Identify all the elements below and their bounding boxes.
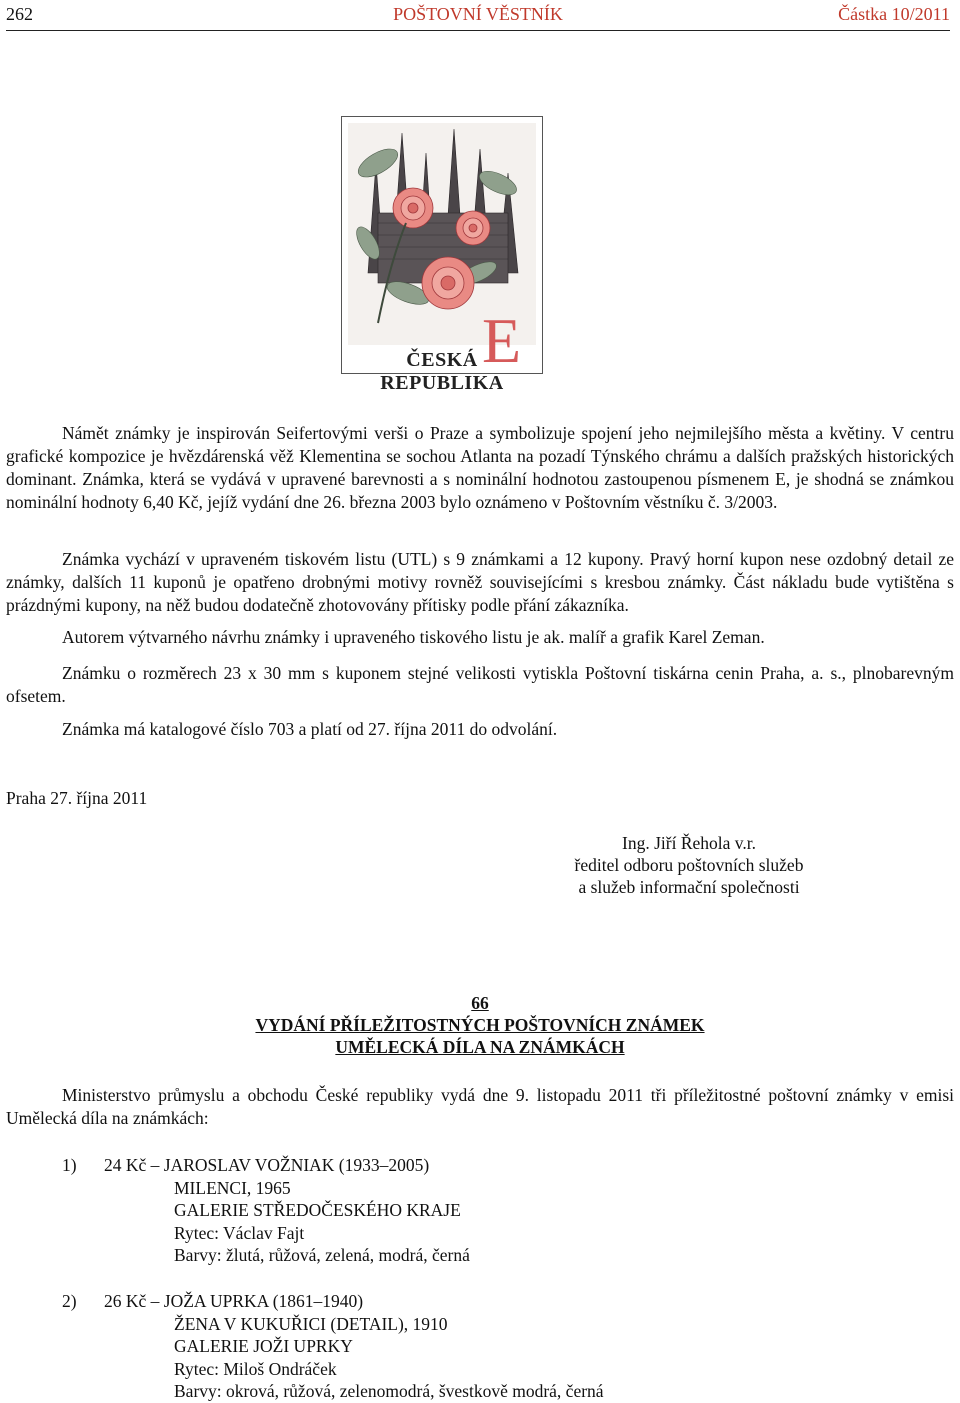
intro-paragraph [6, 1084, 954, 1130]
stamp-value-letter: E [482, 305, 522, 376]
item-engraver: Rytec: Václav Fajt [174, 1222, 305, 1243]
section-number: 66 [471, 993, 489, 1013]
paragraph-1 [6, 422, 954, 514]
paragraph-text: Autorem výtvarného návrhu známky i upraveného tiskového listu je ak. malíř a grafik Karel Zeman. [62, 627, 765, 647]
section-heading [0, 992, 960, 1058]
paragraph-5 [6, 718, 954, 741]
signatory-role-line2: a služeb informační společnosti [578, 877, 800, 897]
paragraph-text: Známku o rozměrech 23 x 30 mm s kuponem stejné velikosti vytiskla Poštovní tiskárna cenin Praha, a. s., plnobarevným ofsetem. [6, 663, 954, 706]
document-date: Praha 27. října 2011 [6, 788, 148, 808]
signatory-role-line1: ředitel odboru poštovních služeb [574, 855, 804, 875]
item-gallery: GALERIE STŘEDOČESKÉHO KRAJE [174, 1200, 461, 1220]
item-colors: Barvy: žlutá, růžová, zelená, modrá, černá [174, 1245, 470, 1265]
stamp-image [341, 116, 543, 394]
paragraph-3 [6, 626, 954, 649]
item-gallery: GALERIE JOŽI UPRKY [174, 1336, 353, 1356]
section-title: VYDÁNÍ PŘÍLEŽITOSTNÝCH POŠTOVNÍCH ZNÁMEK [255, 1015, 705, 1035]
page-header [6, 0, 950, 31]
issue-label: Částka 10/2011 [838, 4, 950, 24]
paragraph-2 [6, 548, 954, 617]
section-subtitle: UMĚLECKÁ DÍLA NA ZNÁMKÁCH [335, 1037, 625, 1057]
signature-block [560, 832, 818, 898]
item-colors: Barvy: okrová, růžová, zelenomodrá, švestkově modrá, černá [174, 1381, 604, 1401]
item-number: 1) [62, 1155, 77, 1175]
paragraph-text: Známka má katalogové číslo 703 a platí od 27. října 2011 do odvolání. [62, 719, 558, 739]
paragraph-text: Známka vychází v upraveném tiskovém listu (UTL) s 9 známkami a 12 kupony. Pravý horní kupon nese ozdobný detail ze známky, dalších 11 kuponů je opatřeno drobnými motivy rovněž souvisejícími s kresbou známky. Část nákladu bude vytištěna s prázdnými kupony, na něž budou dodatečně zhotovovány přítisky podle přání zákazníka. [6, 549, 954, 615]
item-number: 2) [62, 1291, 77, 1311]
stamp-country: ČESKÁ REPUBLIKA [380, 349, 504, 394]
journal-title: POŠTOVNÍ VĚSTNÍK [393, 4, 563, 24]
item-heading: 24 Kč – JAROSLAV VOŽNIAK (1933–2005) [104, 1155, 430, 1175]
item-engraver: Rytec: Miloš Ondráček [174, 1358, 337, 1379]
paragraph-4 [6, 662, 954, 708]
item-artwork-title: MILENCI, 1965 [174, 1177, 291, 1198]
item-artwork-title: ŽENA V KUKUŘICI (DETAIL), 1910 [174, 1313, 448, 1334]
signatory-name: Ing. Jiří Řehola v.r. [622, 833, 756, 853]
paragraph-text: Ministerstvo průmyslu a obchodu České republiky vydá dne 9. listopadu 2011 tři příležitostné poštovní známky v emisi Umělecká díla na známkách: [6, 1085, 954, 1128]
item-heading: 26 Kč – JOŽA UPRKA (1861–1940) [104, 1291, 364, 1311]
page-number: 262 [6, 4, 33, 24]
paragraph-text: Námět známky je inspirován Seifertovými verši o Praze a symbolizuje spojení jeho nejmilejšího města a květiny. V centru grafické kompozice je hvězdárenská věž Klementina se sochou Atlanta na pozadí Týnského chrámu a dalších pražských historických dominant. Známka, která se vydává v upravené barevnosti a s nominální hodnotou zastoupenou písmenem E, je shodná se známkou nominální hodnoty 6,40 Kč, jejíž vydání dne 26. března 2003 bylo oznámeno v Poštovním věstníku č. 3/2003. [6, 423, 954, 512]
